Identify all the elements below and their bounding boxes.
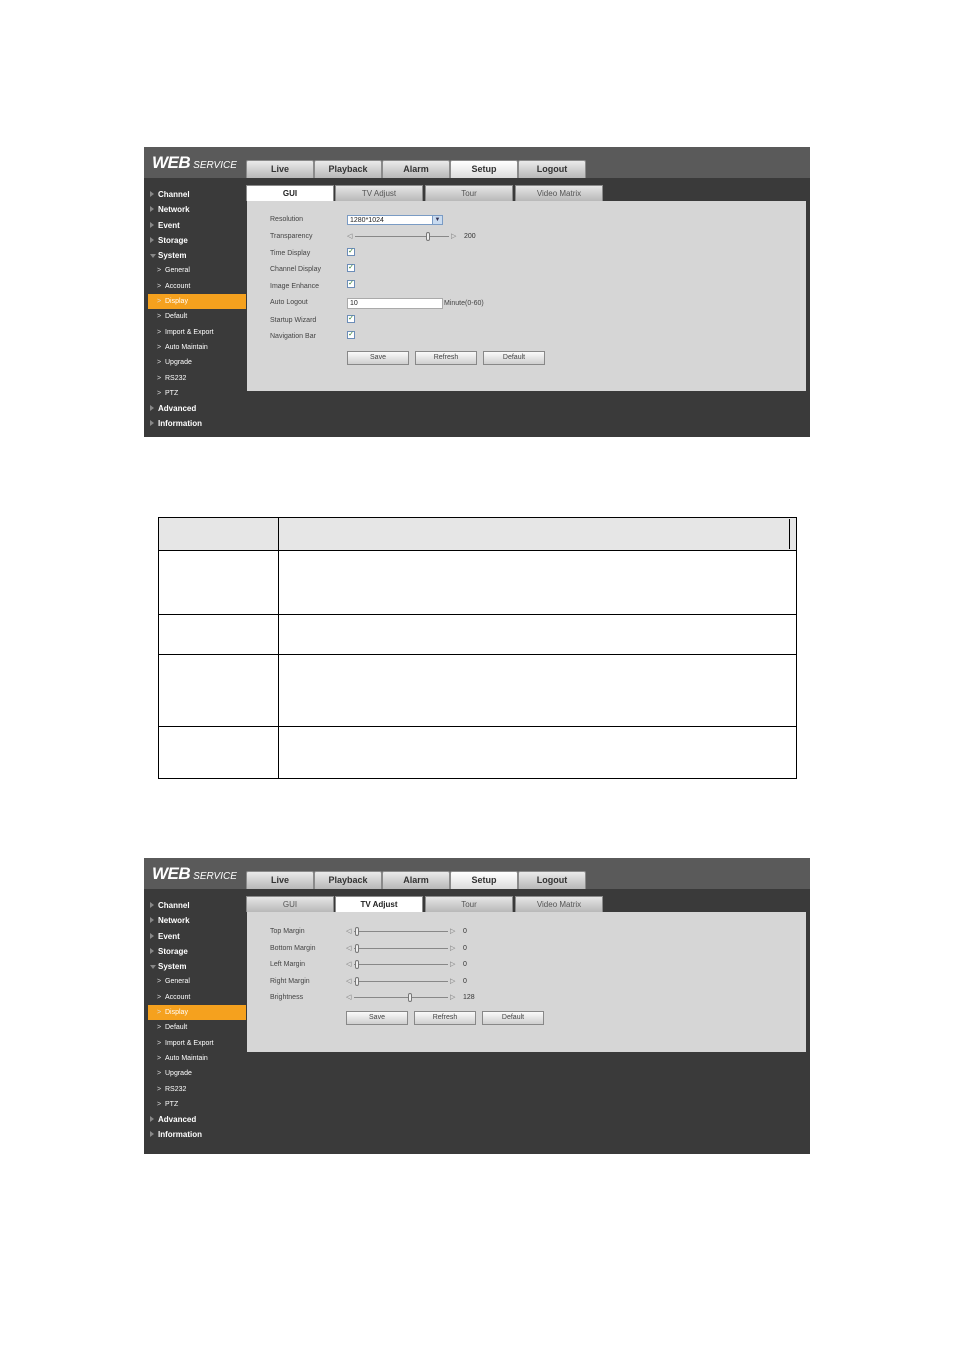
transparency-slider[interactable] [347, 232, 487, 242]
arrow-right-icon[interactable]: ▷ [450, 961, 456, 968]
navigation-bar-checkbox[interactable] [347, 331, 355, 339]
sidebar-item-information[interactable] [148, 1127, 244, 1142]
chevron-right-icon: > [157, 374, 162, 382]
sidebar-subitem-rs232[interactable] [148, 371, 244, 386]
table-row [159, 655, 797, 727]
arrow-left-icon[interactable]: ◁ [346, 978, 352, 985]
chevron-right-icon: > [157, 993, 162, 1001]
app-logo [152, 864, 237, 884]
chevron-right-icon: > [157, 1039, 162, 1047]
sidebar-item-label: Display [165, 1009, 188, 1017]
expand-arrow-icon [150, 948, 154, 954]
sidebar-item-label: Advanced [158, 404, 197, 414]
brightness-label: Brightness [270, 994, 304, 1001]
bottom-margin-slider[interactable] [346, 944, 486, 954]
tab-setup[interactable]: Setup [450, 871, 518, 889]
logo-web: WEB [152, 153, 191, 172]
sidebar-item-label: Channel [158, 901, 190, 910]
arrow-left-icon[interactable]: ◁ [346, 928, 352, 935]
image-enhance-label: Image Enhance [270, 283, 320, 290]
sidebar-subitem-ptz[interactable] [148, 386, 244, 401]
sidebar-item-label: Event [158, 220, 180, 230]
time-display-checkbox[interactable] [347, 248, 355, 256]
tab-logout[interactable]: Logout [518, 871, 586, 889]
transparency-label: Transparency [270, 233, 313, 240]
arrow-right-icon[interactable]: ▷ [450, 928, 456, 935]
logo-service: SERVICE [193, 160, 237, 171]
chevron-right-icon: > [157, 389, 162, 397]
subtab-tour[interactable]: Tour [425, 896, 513, 912]
table-row [159, 551, 797, 615]
sidebar-item-label: Advanced [158, 1115, 197, 1125]
parameter-table [158, 517, 797, 779]
slider-thumb[interactable] [408, 993, 412, 1002]
sidebar-item-label: System [158, 251, 187, 261]
expand-arrow-icon [150, 1116, 154, 1122]
sidebar-item-network[interactable] [148, 913, 244, 928]
sidebar-item-label: RS232 [165, 374, 187, 382]
right-margin-value: 0 [463, 978, 467, 985]
subtab-tv-adjust[interactable]: TV Adjust [335, 896, 423, 912]
chevron-right-icon: > [157, 1009, 162, 1017]
sidebar-item-storage[interactable] [148, 233, 244, 248]
subtab-gui[interactable]: GUI [246, 896, 334, 912]
tv-adjust-panel [247, 912, 806, 1052]
navigation-bar-label: Navigation Bar [270, 333, 316, 340]
chevron-right-icon: > [157, 359, 162, 367]
logo-web: WEB [152, 864, 191, 883]
sidebar-item-channel[interactable] [148, 898, 244, 913]
chevron-right-icon: > [157, 1085, 162, 1093]
chevron-right-icon: > [157, 313, 162, 321]
chevron-right-icon: > [157, 328, 162, 336]
sidebar-item-system[interactable] [148, 959, 244, 974]
header-divider [279, 519, 790, 549]
channel-display-checkbox[interactable] [347, 264, 355, 272]
table-header-cell [159, 518, 279, 551]
tab-alarm[interactable]: Alarm [382, 160, 450, 178]
collapse-arrow-icon [150, 254, 156, 258]
tab-live[interactable]: Live [246, 160, 314, 178]
default-button[interactable]: Default [482, 1011, 544, 1025]
sidebar-item-label: RS232 [165, 1085, 187, 1093]
chevron-right-icon: > [157, 282, 162, 290]
sidebar-item-label: General [165, 267, 190, 275]
expand-arrow-icon [150, 206, 154, 212]
chevron-down-icon[interactable]: ▼ [432, 216, 442, 224]
expand-arrow-icon [150, 902, 154, 908]
subtab-video-matrix[interactable]: Video Matrix [515, 185, 603, 201]
sidebar-subitem-upgrade[interactable] [148, 355, 244, 370]
table-cell [279, 551, 797, 615]
bottom-margin-value: 0 [463, 945, 467, 952]
top-margin-slider[interactable] [346, 927, 486, 937]
slider-thumb[interactable] [355, 960, 359, 969]
sidebar-subitem-auto-maintain[interactable] [148, 1051, 244, 1066]
table-cell [279, 727, 797, 779]
sidebar [148, 898, 244, 1143]
chevron-right-icon: > [157, 1070, 162, 1078]
table-cell [279, 615, 797, 655]
save-button[interactable]: Save [346, 1011, 408, 1025]
arrow-left-icon[interactable]: ◁ [347, 233, 353, 240]
tab-logout[interactable]: Logout [518, 160, 586, 178]
chevron-right-icon: > [157, 1024, 162, 1032]
sidebar-item-label: PTZ [165, 1100, 179, 1108]
sidebar-item-storage[interactable] [148, 944, 244, 959]
table-cell [159, 727, 279, 779]
expand-arrow-icon [150, 933, 154, 939]
top-bar [144, 858, 810, 889]
top-margin-value: 0 [463, 928, 467, 935]
bottom-margin-label: Bottom Margin [270, 945, 316, 952]
top-margin-label: Top Margin [270, 928, 305, 935]
slider-track [354, 997, 448, 998]
startup-wizard-label: Startup Wizard [270, 317, 317, 324]
sidebar [148, 187, 244, 432]
table-header-row [159, 518, 797, 551]
auto-logout-unit: Minute(0-60) [444, 300, 484, 307]
sidebar-item-label: Account [165, 282, 191, 290]
sidebar-item-label: Network [158, 916, 190, 926]
slider-track [355, 236, 449, 237]
sidebar-item-label: General [165, 978, 190, 986]
resolution-value: 1280*1024 [350, 217, 384, 224]
left-margin-label: Left Margin [270, 961, 306, 968]
tab-alarm[interactable]: Alarm [382, 871, 450, 889]
arrow-right-icon[interactable]: ▷ [450, 978, 456, 985]
subtab-tour[interactable]: Tour [425, 185, 513, 201]
expand-arrow-icon [150, 222, 154, 228]
save-button[interactable]: Save [347, 351, 409, 365]
checkmark-icon: ✓ [348, 315, 354, 322]
sidebar-item-information[interactable] [148, 416, 244, 431]
sidebar-item-label: Upgrade [165, 1070, 192, 1078]
sidebar-item-network[interactable] [148, 202, 244, 217]
arrow-left-icon[interactable]: ◁ [346, 994, 352, 1001]
sidebar-item-label: Information [158, 419, 202, 429]
arrow-right-icon[interactable]: ▷ [450, 945, 456, 952]
top-bar [144, 147, 810, 178]
right-margin-label: Right Margin [270, 978, 310, 985]
sidebar-item-label: Storage [158, 946, 188, 956]
tab-playback[interactable]: Playback [314, 160, 382, 178]
app-logo [152, 153, 237, 173]
slider-track [354, 931, 448, 932]
sidebar-subitem-import-export[interactable] [148, 325, 244, 340]
chevron-right-icon: > [157, 978, 162, 986]
expand-arrow-icon [150, 405, 154, 411]
sidebar-item-system[interactable] [148, 248, 244, 263]
sidebar-item-event[interactable] [148, 929, 244, 944]
sidebar-item-event[interactable] [148, 218, 244, 233]
brightness-slider[interactable] [346, 993, 486, 1003]
time-display-label: Time Display [270, 250, 311, 257]
tab-playback[interactable]: Playback [314, 871, 382, 889]
left-margin-value: 0 [463, 961, 467, 968]
sidebar-item-label: PTZ [165, 389, 179, 397]
slider-track [354, 948, 448, 949]
checkmark-icon: ✓ [348, 280, 354, 287]
web-service-window-gui [144, 147, 810, 437]
expand-arrow-icon [150, 917, 154, 923]
sidebar-subitem-display[interactable] [148, 1005, 246, 1020]
tab-setup[interactable]: Setup [450, 160, 518, 178]
refresh-button[interactable]: Refresh [414, 1011, 476, 1025]
expand-arrow-icon [150, 1131, 154, 1137]
sidebar-subitem-auto-maintain[interactable] [148, 340, 244, 355]
web-service-window-tv-adjust [144, 858, 810, 1154]
arrow-right-icon[interactable]: ▷ [450, 994, 456, 1001]
sidebar-item-label: Auto Maintain [165, 343, 208, 351]
sidebar-item-channel[interactable] [148, 187, 244, 202]
sidebar-item-label: Event [158, 931, 180, 941]
sidebar-item-label: Network [158, 205, 190, 215]
subtab-tv-adjust[interactable]: TV Adjust [335, 185, 423, 201]
expand-arrow-icon [150, 420, 154, 426]
chevron-right-icon: > [157, 1100, 162, 1108]
brightness-value: 128 [463, 994, 475, 1001]
gui-panel [247, 201, 806, 391]
right-margin-slider[interactable] [346, 977, 486, 987]
sidebar-subitem-import-export[interactable] [148, 1036, 244, 1051]
sidebar-item-advanced[interactable] [148, 1112, 244, 1127]
slider-thumb[interactable] [355, 944, 359, 953]
transparency-value: 200 [464, 233, 476, 240]
sidebar-subitem-upgrade[interactable] [148, 1066, 244, 1081]
auto-logout-label: Auto Logout [270, 299, 308, 306]
channel-display-label: Channel Display [270, 266, 321, 273]
table-row [159, 727, 797, 779]
chevron-right-icon: > [157, 298, 162, 306]
collapse-arrow-icon [150, 965, 156, 969]
subtab-gui[interactable]: GUI [246, 185, 334, 201]
sidebar-item-label: Import & Export [165, 328, 214, 336]
table-row [159, 615, 797, 655]
sidebar-item-label: Default [165, 1024, 188, 1032]
resolution-select[interactable] [347, 215, 443, 225]
image-enhance-checkbox[interactable] [347, 280, 355, 288]
sidebar-subitem-account[interactable] [148, 279, 244, 294]
sidebar-item-label: System [158, 962, 187, 972]
table-cell [159, 655, 279, 727]
expand-arrow-icon [150, 191, 154, 197]
slider-track [354, 981, 448, 982]
slider-thumb[interactable] [355, 977, 359, 986]
sidebar-item-label: Upgrade [165, 359, 192, 367]
startup-wizard-checkbox[interactable] [347, 315, 355, 323]
table-cell [279, 655, 797, 727]
checkmark-icon: ✓ [348, 331, 354, 338]
arrow-right-icon[interactable]: ▷ [451, 233, 457, 240]
table-cell [159, 551, 279, 615]
tab-live[interactable]: Live [246, 871, 314, 889]
subtab-video-matrix[interactable]: Video Matrix [515, 896, 603, 912]
sidebar-item-label: Auto Maintain [165, 1054, 208, 1062]
sidebar-item-label: Display [165, 298, 188, 306]
logo-service: SERVICE [193, 871, 237, 882]
slider-track [354, 964, 448, 965]
left-margin-slider[interactable] [346, 960, 486, 970]
sidebar-subitem-account[interactable] [148, 990, 244, 1005]
slider-thumb[interactable] [426, 232, 430, 241]
sidebar-item-advanced[interactable] [148, 401, 244, 416]
auto-logout-input[interactable]: 10 [347, 298, 443, 309]
sidebar-item-label: Account [165, 993, 191, 1001]
slider-thumb[interactable] [355, 927, 359, 936]
sidebar-item-label: Default [165, 313, 188, 321]
sidebar-subitem-rs232[interactable] [148, 1082, 244, 1097]
sidebar-subitem-general[interactable] [148, 263, 244, 278]
sidebar-item-label: Storage [158, 235, 188, 245]
expand-arrow-icon [150, 237, 154, 243]
sidebar-item-label: Channel [158, 190, 190, 199]
chevron-right-icon: > [157, 343, 162, 351]
sidebar-subitem-ptz[interactable] [148, 1097, 244, 1112]
arrow-left-icon[interactable]: ◁ [346, 961, 352, 968]
sidebar-item-label: Import & Export [165, 1039, 214, 1047]
sidebar-subitem-default[interactable] [148, 309, 244, 324]
sidebar-subitem-default[interactable] [148, 1020, 244, 1035]
checkmark-icon: ✓ [348, 264, 354, 271]
sidebar-item-label: Information [158, 1130, 202, 1140]
checkmark-icon: ✓ [348, 248, 354, 255]
default-button[interactable]: Default [483, 351, 545, 365]
table-cell [159, 615, 279, 655]
chevron-right-icon: > [157, 267, 162, 275]
table-header-cell [279, 518, 797, 551]
arrow-left-icon[interactable]: ◁ [346, 945, 352, 952]
resolution-label: Resolution [270, 216, 304, 223]
sidebar-subitem-general[interactable] [148, 974, 244, 989]
refresh-button[interactable]: Refresh [415, 351, 477, 365]
chevron-right-icon: > [157, 1054, 162, 1062]
sidebar-subitem-display[interactable] [148, 294, 246, 309]
